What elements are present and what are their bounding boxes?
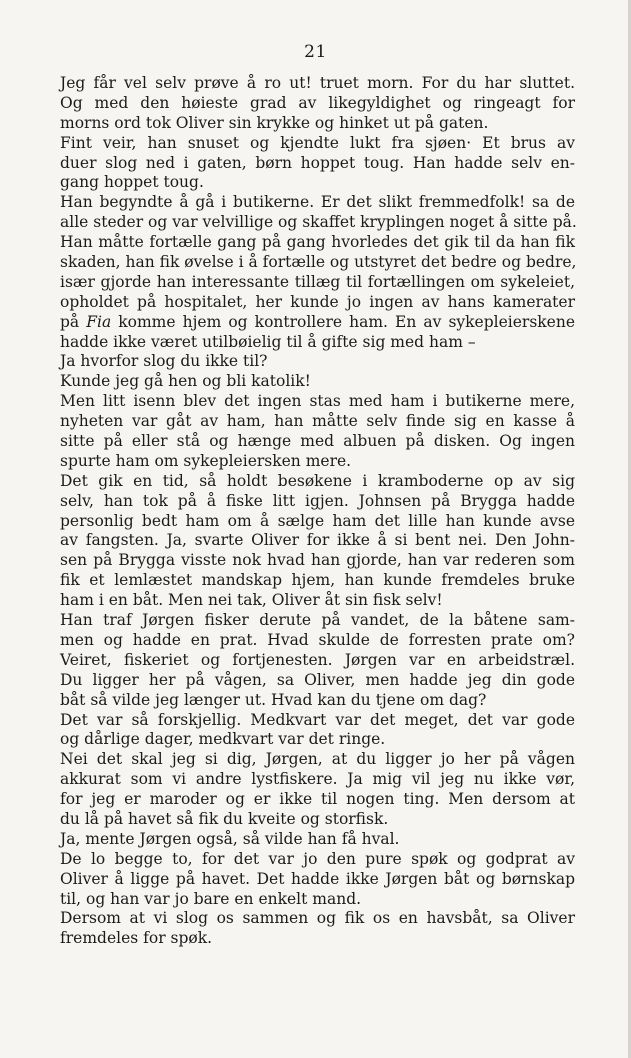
text-line: De lo begge to, for det var jo den pure spøk og godprat av <box>60 849 575 868</box>
text-line: du lå på havet så fik du kveite og storfisk. <box>60 809 389 828</box>
text-line: Nei det skal jeg si dig, Jørgen, at du ligger jo her på vågen <box>60 750 575 769</box>
text-line: på Fia komme hjem og kontrollere ham. En av sykepleierskene <box>60 312 575 331</box>
text-line: alle steder og var velvillige og skaffet kryplingen noget å sitte på. <box>60 213 577 232</box>
text-line: Ja hvorfor slog du ikke til? <box>60 352 268 371</box>
page-number: 21 <box>304 42 327 62</box>
text-line: sitte på eller stå og hænge med albuen på disken. Og ingen <box>60 432 575 451</box>
text-line: Dersom at vi slog os sammen og fik os en havsbåt, sa Oliver <box>60 909 575 928</box>
text-line: Oliver å ligge på havet. Det hadde ikke Jørgen båt og børnskap <box>60 869 575 888</box>
text-line: Det var så forskjellig. Medkvart var det meget, det var gode <box>60 710 575 729</box>
text-line: Og med den høieste grad av likegyldighet og ringeagt for <box>60 93 575 112</box>
text-line: Jeg får vel selv prøve å ro ut! truet morn. For du har sluttet. <box>60 74 575 92</box>
text-line: men og hadde en prat. Hvad skulde de forresten prate om? <box>60 630 575 649</box>
text-line: Du ligger her på vågen, sa Oliver, men hadde jeg din gode <box>60 670 575 689</box>
text-line: hadde ikke været utilbøielig til å gifte sig med ham – <box>60 332 476 351</box>
text-line: og dårlige dager, medkvart var det ringe. <box>60 730 386 749</box>
text-line: opholdet på hospitalet, her kunde jo ingen av hans kamerater <box>60 292 575 311</box>
text-line: personlig bedt ham om å sælge ham det lille han kunde avse <box>60 511 575 530</box>
text-line: ham i en båt. Men nei tak, Oliver åt sin fisk selv! <box>60 591 443 610</box>
text-line: nyheten var gåt av ham, han måtte selv finde sig en kasse å <box>60 412 575 431</box>
text-line: Han måtte fortælle gang på gang hvorledes det gik til da han fik <box>60 233 575 252</box>
text-line: Kunde jeg gå hen og bli katolik! <box>60 372 311 391</box>
text-line: duer slog ned i gaten, børn hoppet toug. Han hadde selv en- <box>60 153 575 172</box>
text-line: båt så vilde jeg længer ut. Hvad kan du tjene om dag? <box>60 690 487 709</box>
text-line: akkurat som vi andre lystfiskere. Ja mig vil jeg nu ikke vør, <box>60 770 575 789</box>
text-line: fik et lemlæstet mandskap hjem, han kunde fremdeles bruke <box>60 571 575 590</box>
text-line: Veiret, fiskeriet og fortjenesten. Jørgen var en arbeidstræl. <box>60 650 575 669</box>
text-line: sen på Brygga visste nok hvad han gjorde, han var rederen som <box>60 551 575 570</box>
text-line: gang hoppet toug. <box>60 173 204 192</box>
text-line: især gjorde han interessante tillæg til fortællingen om sykeleiet, <box>60 272 575 291</box>
text-line: skaden, han fik øvelse i å fortælle og utstyret det bedre og bedre, <box>60 253 577 272</box>
text-line: Han traf Jørgen fisker derute på vandet, de la båtene sam- <box>60 611 575 630</box>
text-line: av fangsten. Ja, svarte Oliver for ikke å si bent nei. Den John- <box>60 531 575 550</box>
text-line: spurte ham om sykepleiersken mere. <box>60 451 352 470</box>
text-line: fremdeles for spøk. <box>60 929 213 948</box>
text-line: til, og han var jo bare en enkelt mand. <box>60 889 362 908</box>
text-line: Han begyndte å gå i butikerne. Er det slikt fremmedfolk! sa de <box>60 193 575 212</box>
text-line: morns ord tok Oliver sin krykke og hinket ut på gaten. <box>60 113 489 132</box>
text-line: Det gik en tid, så holdt besøkene i kramboderne op av sig <box>60 471 575 490</box>
text-line: Fint veir, han snuset og kjendte lukt fra sjøen· Et brus av <box>60 133 575 152</box>
italic-word: Fia <box>86 312 112 331</box>
text-line: Men litt isenn blev det ingen stas med ham i butikerne mere, <box>60 392 575 411</box>
text-line: for jeg er maroder og er ikke til nogen ting. Men dersom at <box>60 790 575 809</box>
text-line: Ja, mente Jørgen også, så vilde han få hval. <box>60 829 400 848</box>
text-line: selv, han tok på å fiske litt igjen. Johnsen på Brygga hadde <box>60 491 575 510</box>
body-text <box>60 74 575 949</box>
